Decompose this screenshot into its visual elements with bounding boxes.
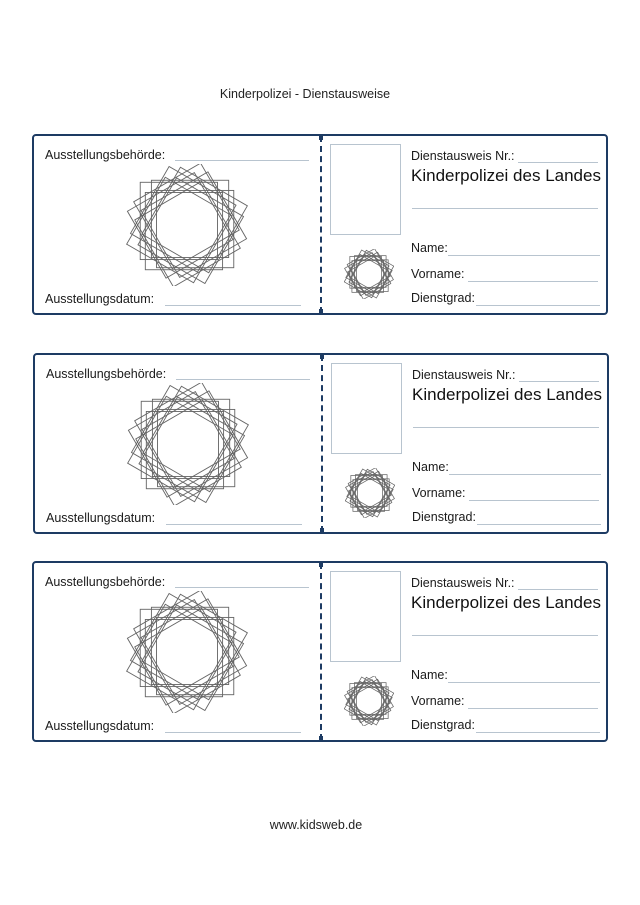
rank-field[interactable] (476, 305, 600, 306)
rosette-seal-icon (127, 383, 249, 505)
issuing-authority-field[interactable] (176, 379, 310, 380)
rosette-seal-small-icon (344, 676, 394, 726)
rank-label: Dienstgrad: (411, 291, 475, 305)
id-number-label: Dienstausweis Nr.: (412, 368, 516, 382)
photo-box[interactable] (330, 571, 401, 662)
photo-box[interactable] (330, 144, 401, 235)
fold-line-cap (320, 355, 324, 359)
rosette-seal-icon (126, 591, 248, 713)
rosette-seal-small-icon (344, 249, 394, 299)
photo-box[interactable] (331, 363, 402, 454)
agency-state-field[interactable] (413, 427, 599, 428)
rank-label: Dienstgrad: (411, 718, 475, 732)
id-card (32, 561, 608, 742)
rosette-square (134, 164, 240, 269)
name-field[interactable] (448, 682, 600, 683)
rosette-square (136, 400, 242, 505)
first-name-field[interactable] (469, 500, 599, 501)
issuing-authority-label: Ausstellungsbehörde: (45, 575, 166, 589)
name-label: Name: (411, 668, 448, 682)
rosette-square (127, 177, 233, 283)
name-label: Name: (411, 241, 448, 255)
issuing-authority-label: Ausstellungsbehörde: (45, 148, 166, 162)
name-label: Name: (412, 460, 449, 474)
rosette-square (142, 594, 248, 700)
name-field[interactable] (449, 474, 601, 475)
id-card (33, 353, 609, 534)
fold-line-cap (319, 563, 323, 567)
fold-line-cap (320, 528, 324, 532)
id-number-field[interactable] (518, 589, 598, 590)
issuing-authority-field[interactable] (175, 160, 309, 161)
rosette-seal-icon (126, 164, 248, 286)
fold-line (320, 136, 322, 313)
issue-date-field[interactable] (165, 305, 301, 306)
agency-state-field[interactable] (412, 208, 598, 209)
issue-date-label: Ausstellungsdatum: (45, 292, 155, 306)
rosette-square (127, 604, 233, 710)
name-field[interactable] (448, 255, 600, 256)
rank-field[interactable] (476, 732, 600, 733)
rank-field[interactable] (477, 524, 601, 525)
agency-title: Kinderpolizei des Landes (411, 593, 601, 612)
document-title: Kinderpolizei - Dienstausweise (219, 87, 391, 101)
rosette-square (135, 181, 241, 286)
agency-state-field[interactable] (412, 635, 598, 636)
rosette-seal-small-icon (345, 468, 395, 518)
issue-date-label: Ausstellungsdatum: (45, 719, 155, 733)
issuing-authority-field[interactable] (175, 587, 309, 588)
first-name-label: Vorname: (412, 486, 466, 500)
id-number-label: Dienstausweis Nr.: (411, 149, 515, 163)
agency-title: Kinderpolizei des Landes (412, 385, 602, 404)
fold-line-cap (319, 309, 323, 313)
first-name-label: Vorname: (411, 694, 465, 708)
rosette-square (135, 383, 241, 488)
first-name-field[interactable] (468, 708, 598, 709)
fold-line-cap (319, 736, 323, 740)
id-number-field[interactable] (518, 162, 598, 163)
rosette-square (142, 167, 248, 273)
id-card (32, 134, 608, 315)
rosette-square (134, 591, 240, 696)
fold-line (320, 563, 322, 740)
id-number-label: Dienstausweis Nr.: (411, 576, 515, 590)
issuing-authority-label: Ausstellungsbehörde: (46, 367, 167, 381)
issue-date-label: Ausstellungsdatum: (46, 511, 156, 525)
issue-date-field[interactable] (165, 732, 301, 733)
footer-website: www.kidsweb.de (269, 818, 363, 832)
fold-line-cap (319, 136, 323, 140)
rosette-square (128, 396, 234, 502)
rank-label: Dienstgrad: (412, 510, 476, 524)
agency-title: Kinderpolizei des Landes (411, 166, 601, 185)
rosette-square (135, 608, 241, 713)
first-name-label: Vorname: (411, 267, 465, 281)
fold-line (321, 355, 323, 532)
issue-date-field[interactable] (166, 524, 302, 525)
id-number-field[interactable] (519, 381, 599, 382)
rosette-square (143, 386, 249, 492)
first-name-field[interactable] (468, 281, 598, 282)
